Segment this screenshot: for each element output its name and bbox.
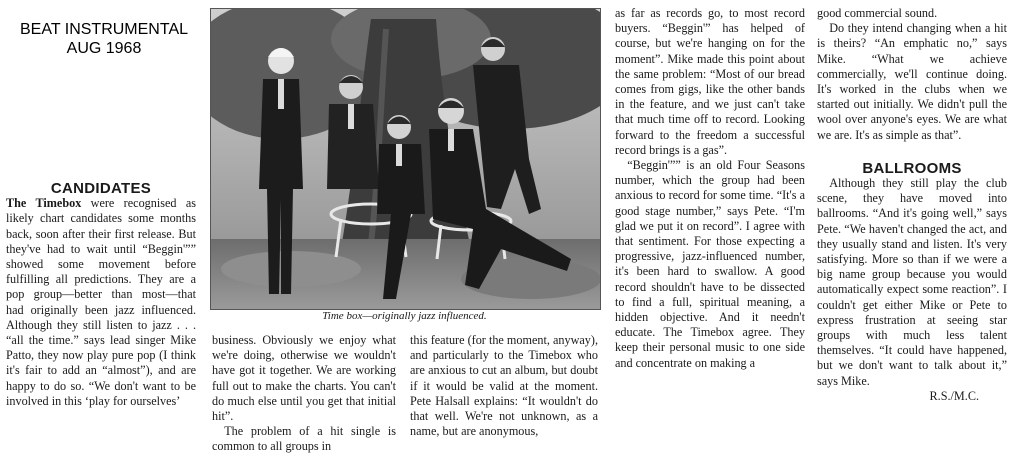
band-photo-illustration [211,9,600,309]
column-3-paragraph-1: this feature (for the moment, anyway), and particularly to the Timebox who are anxious to cut an album, but doubt if it would be valid at the moment. Pete Halsall explains: “It wouldn't do that well. We're not unknown, as a name, but are anonymous, [410,333,598,439]
candidates-paragraph: The Timebox were recognised as likely chart candidates some months back, soon after their first release. But they've had to wait until “Beggin'”” showed some movement before fulfilling all predictions. They are a pop group—better than most—that had originally been jazz influenced. Although they still listen to jazz . . . “all the time.” says lead singer Mike Patto, they now play pure pop (I think it's fair to add an “almost”), and are happy to do so. “We don't want to be involved in this ‘play for ourselves’ [6,196,196,408]
column-4 [615,6,805,473]
publication-date: AUG 1968 [66,40,142,57]
section-heading-candidates: CANDIDATES [50,181,152,197]
column-2 [212,333,396,473]
author-signature: R.S./M.C. [929,388,979,403]
column-2-paragraph-1: business. Obviously we enjoy what we're doing, otherwise we wouldn't have got it together. We are working full out to make the charts. You can't do much else until you get that initial hit”. [212,333,396,424]
column-4-paragraph-2: “Beggin'”” is an old Four Seasons number, which the group had been anxious to record for some time. “It's a good stage number,” says Pete. “I'm glad we put it on record”. I agree with that sentiment. For those expecting a progressive, jazz-influenced number, it's been hard to swallow. A good record shouldn't have to be dissected to find a full, spiritual meaning, a hidden objective. And it needn't educate. The Timebox agree. They keep their personal music to one side and concentrate on making a [615,158,805,370]
band-name-runin: The Timebox [6,196,82,211]
publication-name: BEAT INSTRUMENTAL [19,21,189,38]
photo-caption: Time box—originally jazz influenced. [322,310,487,322]
column-2-paragraph-2: The problem of a hit single is common to all groups in [212,424,396,454]
column-5-paragraph-3: Although they still play the club scene, they have moved into ballrooms. “And it's going well,” says Pete. “We haven't changed the act, and they usually stand and listen. It's very satisfying. More so than if we were a big name group because you would automatically expect some reaction”. I couldn't get either Mike or Pete to express frustration at seeing star groups with much less talent themselves. “It could have happened, but we don't want to talk about it,” says Mike. R.S./M.C. [817,176,1007,403]
column-5 [817,6,1007,473]
column-3 [410,333,598,473]
column-candidates [6,181,196,471]
publication-masthead [6,20,202,58]
column-5-paragraph-2: Do they intend changing when a hit is theirs? “An emphatic no,” says Mike. “What we achieve commercially, we'll continue doing. It's worked in the clubs when we started out initially. We didn't pull the wool over anyone's eyes. We are what we are. It's as simple as that”. [817,21,1007,142]
column-4-paragraph-1: as far as records go, to most record buyers. “Beggin'” has helped of course, but we're hanging on for the moment”. Mike made this point about the same problem: “Most of our bread comes from gigs, like the other bands in the feature, and we just can't take that much time off to record. Looking forward to the freedom a successful record brings is a gas”. [615,6,805,157]
band-photo [210,8,601,310]
column-5-paragraph-1: good commercial sound. [817,6,938,20]
section-heading-ballrooms: BALLROOMS [862,159,962,177]
